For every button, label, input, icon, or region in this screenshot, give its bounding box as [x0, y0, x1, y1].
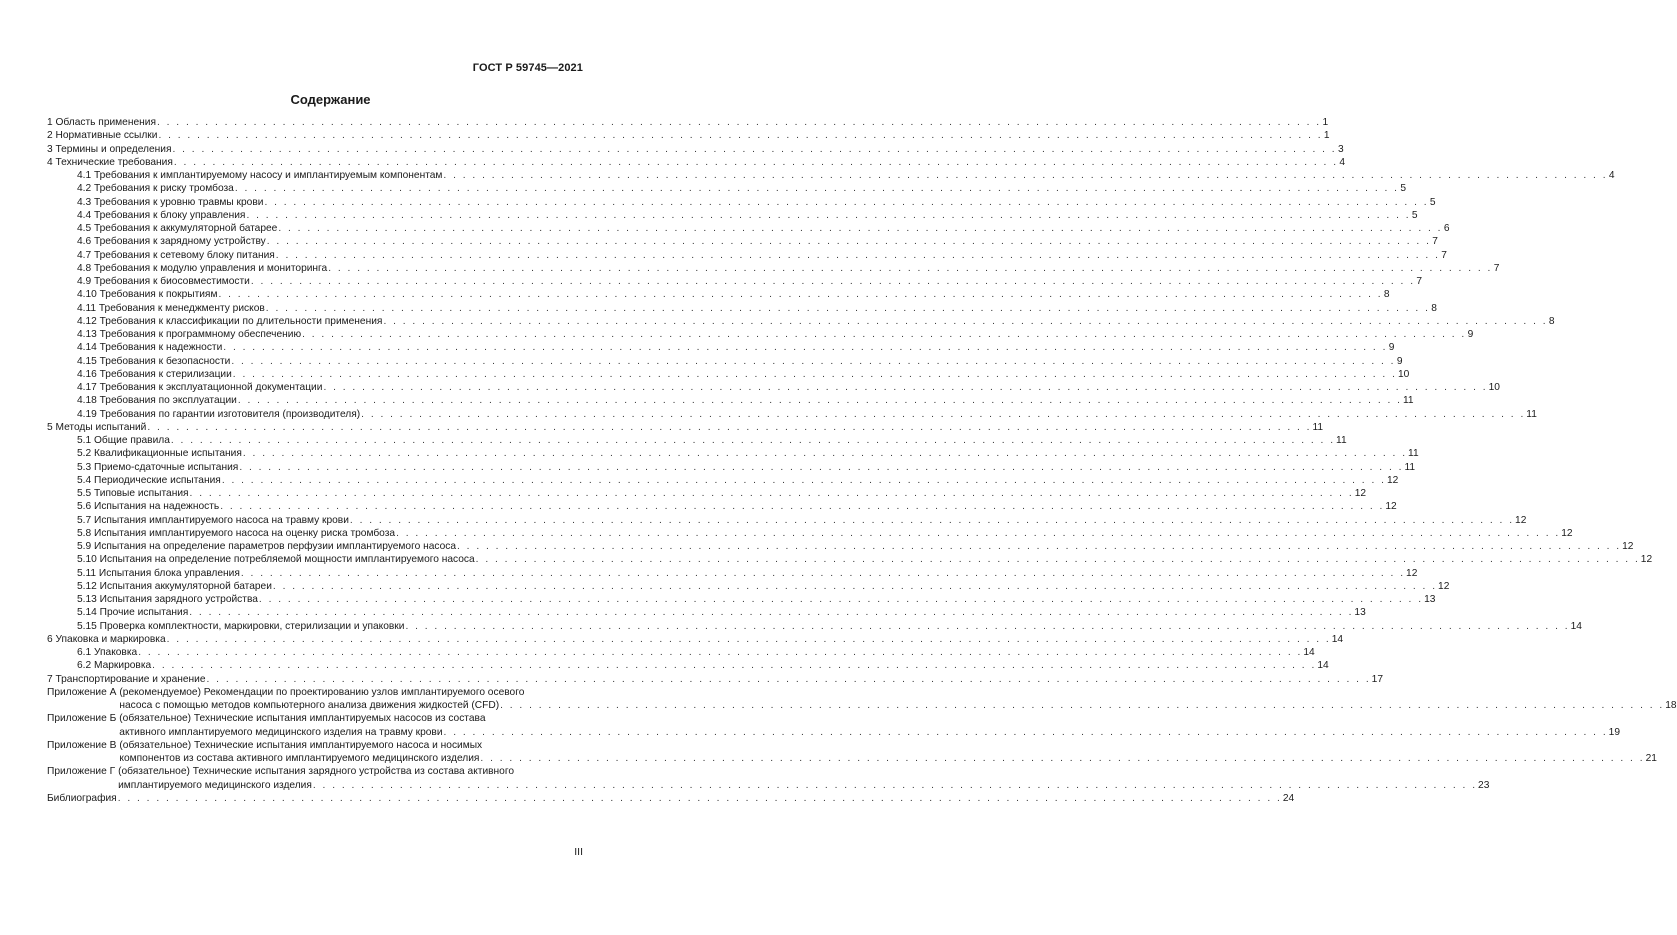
toc-title: Содержание	[290, 92, 371, 107]
dot-leader	[396, 527, 1560, 540]
toc-entry-title: 4.17 Требования к эксплуатационной документации	[77, 382, 323, 393]
toc-page-number: 11	[1312, 421, 1324, 433]
dot-leader	[171, 434, 1335, 447]
toc-entry[interactable]	[47, 315, 1555, 328]
toc-entry-title: 5 Методы испытаний	[47, 421, 147, 433]
toc-entry[interactable]	[47, 129, 1330, 142]
toc-entry-title: 5.15 Проверка комплектности, маркировки, стерилизации и упаковки	[77, 620, 405, 632]
dot-leader	[264, 196, 1428, 209]
toc-entry-title: 5.1 Общие правила	[77, 435, 170, 446]
toc-page-number: 8	[1548, 315, 1555, 327]
toc-entry[interactable]	[47, 235, 1438, 248]
dot-leader	[238, 394, 1402, 407]
dot-leader	[302, 328, 1466, 341]
toc-page-number: 12	[1515, 514, 1527, 526]
toc-entry-title: 5.13 Испытания зарядного устройства	[77, 594, 258, 605]
toc-page-number: 6	[1443, 223, 1450, 234]
dot-leader	[235, 182, 1399, 195]
dot-leader	[266, 302, 1430, 315]
dot-leader	[476, 553, 1640, 566]
toc-entry	[118, 779, 1489, 792]
toc-page-number: 3	[1337, 143, 1344, 155]
toc-entry-title: активного имплантируемого медицинского изделия на травму крови	[119, 726, 443, 738]
dot-leader	[480, 752, 1644, 765]
toc-page-number: 11	[1403, 395, 1414, 407]
toc-entry[interactable]	[47, 394, 1414, 407]
toc-page-number: 13	[1424, 594, 1436, 605]
appendix-entry[interactable]	[47, 739, 1657, 766]
dot-leader	[167, 633, 1331, 646]
toc-page-number: 12	[1622, 541, 1634, 552]
toc-page-number: 13	[1354, 607, 1366, 619]
dot-leader	[243, 447, 1407, 460]
toc-entry-title: 5.4 Периодические испытания	[77, 474, 221, 486]
toc-page-number: 4	[1339, 156, 1346, 168]
toc-entry-title: 5.10 Испытания на определение потребляемой мощности имплантируемого насоса	[77, 554, 475, 566]
dot-leader	[190, 487, 1354, 500]
toc-entry[interactable]	[47, 156, 1346, 169]
toc-entry[interactable]	[47, 620, 1582, 633]
dot-leader	[239, 461, 1403, 474]
appendix-title-line: (обязательное) Технические испытания зарядного устройства из состава активного	[118, 766, 515, 778]
dot-leader	[444, 726, 1608, 739]
dot-leader	[233, 368, 1397, 381]
toc-entry-title: 4.2 Требования к риску тромбоза	[77, 183, 234, 195]
page-number: III	[574, 846, 583, 858]
dot-leader	[222, 474, 1386, 487]
toc-entry[interactable]	[47, 500, 1397, 513]
toc-page-number: 12	[1438, 580, 1450, 592]
toc-entry-title: 6.2 Маркировка	[77, 660, 152, 672]
toc-entry[interactable]	[47, 249, 1447, 262]
toc-entry-title: 5.2 Квалификационные испытания	[77, 448, 242, 460]
dot-leader	[500, 699, 1664, 712]
toc-entry-title: 5.5 Типовые испытания	[77, 488, 189, 499]
toc-entry-title: 5.8 Испытания имплантируемого насоса на оценку риска тромбоза	[77, 527, 396, 539]
toc-entry-title: 2 Нормативные ссылки	[47, 130, 158, 142]
appendix-label: Приложение В	[47, 739, 117, 751]
toc-entry-title: 4.19 Требования по гарантии изготовителя (производителя)	[77, 408, 361, 420]
toc-page-number: 11	[1408, 448, 1419, 460]
toc-page-number: 8	[1431, 302, 1437, 314]
toc-page-number: 5	[1429, 196, 1436, 208]
toc-page-number: 11	[1526, 408, 1537, 420]
appendix-entry[interactable]	[47, 712, 1621, 739]
toc-page-number: 7	[1493, 262, 1500, 274]
dot-leader	[323, 381, 1487, 394]
dot-leader	[328, 262, 1492, 275]
dot-leader	[189, 606, 1353, 619]
appendix-entry[interactable]	[47, 686, 1677, 713]
dot-leader	[174, 156, 1338, 169]
toc-entry-title: 4.14 Требования к надежности	[77, 342, 223, 354]
toc-entry[interactable]	[47, 288, 1390, 301]
toc-entry[interactable]	[47, 447, 1419, 460]
dot-leader	[273, 580, 1437, 593]
toc-entry[interactable]	[47, 421, 1324, 434]
toc-page-number: 1	[1323, 130, 1330, 142]
toc-page-number: 12	[1354, 488, 1367, 499]
dot-leader	[278, 222, 1442, 235]
toc-page-number: 5	[1400, 183, 1406, 195]
appendix-title-line: (обязательное) Технические испытания имплантируемых насосов из состава	[119, 713, 486, 725]
toc-entry[interactable]	[47, 328, 1474, 341]
appendix-label: Приложение Г	[47, 766, 116, 778]
toc-entry-title: 4.15 Требования к безопасности	[77, 355, 231, 367]
toc-page-number: 5	[1411, 209, 1418, 221]
toc-entry[interactable]	[47, 341, 1395, 354]
toc-page-number: 1	[1322, 117, 1329, 128]
dot-leader	[138, 646, 1302, 659]
dot-leader	[147, 421, 1311, 434]
toc-entry-title: 4 Технические требования	[47, 156, 173, 168]
dot-leader	[218, 288, 1382, 301]
toc-entry	[119, 699, 1676, 712]
toc-entry-title: Библиография	[47, 792, 117, 804]
toc-entry-title: 4.1 Требования к имплантируемому насосу и имплантируемым компонентам	[77, 170, 443, 181]
toc-page-number: 12	[1386, 474, 1399, 486]
dot-leader	[457, 540, 1621, 553]
toc-entry[interactable]	[47, 633, 1344, 646]
appendix-title-line: (обязательное) Технические испытания имплантируемого насоса и носимых	[119, 739, 483, 751]
dot-leader	[172, 143, 1336, 156]
toc-entry[interactable]	[47, 487, 1367, 500]
dot-leader	[231, 355, 1395, 368]
toc-entry[interactable]	[47, 355, 1403, 368]
toc-entry-title: 7 Транспортирование и хранение	[47, 673, 206, 685]
dot-leader	[276, 249, 1440, 262]
toc-entry-title: 4.3 Требования к уровню травмы крови	[77, 196, 264, 208]
toc-entry-title: 4.6 Требования к зарядному устройству	[77, 236, 266, 248]
toc-entry-title: 6 Упаковка и маркировка	[47, 633, 166, 645]
dot-leader	[158, 129, 1322, 142]
dot-leader	[350, 514, 1514, 527]
dot-leader	[157, 116, 1321, 129]
dot-leader	[383, 315, 1547, 328]
toc-entry[interactable]	[47, 381, 1500, 394]
toc-page-number: 7	[1432, 236, 1438, 248]
toc-entry[interactable]	[47, 196, 1436, 209]
document-code: ГОСТ Р 59745—2021	[472, 62, 583, 74]
toc-entry-title: имплантируемого медицинского изделия	[118, 779, 312, 791]
toc-entry[interactable]	[47, 116, 1329, 129]
toc-entry[interactable]	[47, 593, 1436, 606]
toc-entry[interactable]	[47, 673, 1383, 686]
toc-page-number: 9	[1467, 329, 1474, 340]
toc-entry-title: 5.7 Испытания имплантируемого насоса на травму крови	[77, 514, 349, 526]
table-of-contents	[47, 116, 1677, 805]
dot-leader	[251, 275, 1415, 288]
toc-page-number: 8	[1383, 289, 1390, 301]
toc-entry[interactable]	[47, 461, 1416, 474]
toc-entry[interactable]	[47, 302, 1437, 315]
appendix-label: Приложение Б	[47, 713, 117, 725]
toc-entry-title: 1 Область применения	[47, 117, 156, 128]
toc-entry[interactable]	[47, 527, 1573, 540]
toc-page-number: 12	[1640, 554, 1653, 566]
appendix-title-line: (рекомендуемое) Рекомендации по проектированию узлов имплантируемого осевого	[119, 686, 525, 698]
toc-entry[interactable]	[47, 434, 1347, 447]
dot-leader	[443, 169, 1607, 182]
toc-entry[interactable]	[47, 606, 1366, 619]
toc-entry-title: 4.16 Требования к стерилизации	[77, 368, 232, 380]
toc-page-number: 14	[1570, 620, 1582, 632]
toc-page-number: 4	[1608, 170, 1615, 181]
toc-entry-title: 3 Термины и определения	[47, 143, 172, 155]
toc-entry-title: насоса с помощью методов компьютерного анализа движения жидкостей (CFD)	[119, 700, 500, 711]
toc-page-number: 18	[1665, 700, 1677, 711]
dot-leader	[152, 659, 1316, 672]
toc-entry-title: 4.13 Требования к программному обеспечению	[77, 329, 302, 340]
dot-leader	[246, 209, 1410, 222]
toc-entry-title: компонентов из состава активного имплантируемого медицинского изделия	[119, 753, 480, 764]
toc-page-number: 21	[1645, 753, 1657, 764]
toc-page-number: 10	[1488, 382, 1500, 393]
toc-entry[interactable]	[47, 474, 1399, 487]
toc-entry-title: 5.11 Испытания блока управления	[77, 567, 240, 579]
dot-leader	[361, 408, 1525, 421]
toc-entry-title: 4.18 Требования по эксплуатации	[77, 395, 237, 407]
toc-entry-title: 5.6 Испытания на надежность	[77, 501, 220, 513]
toc-entry[interactable]	[47, 143, 1344, 156]
toc-entry-title: 5.14 Прочие испытания	[77, 607, 189, 619]
appendix-entry[interactable]	[47, 765, 1490, 792]
toc-entry-title: 4.10 Требования к покрытиям	[77, 289, 218, 301]
toc-entry[interactable]	[47, 275, 1423, 288]
toc-page-number: 14	[1331, 633, 1344, 645]
toc-entry-title: 4.11 Требования к менеджменту рисков	[77, 302, 265, 314]
toc-page-number: 9	[1388, 342, 1395, 354]
toc-entry[interactable]	[47, 209, 1418, 222]
toc-page-number: 14	[1303, 647, 1315, 658]
toc-entry[interactable]	[47, 222, 1450, 235]
toc-entry[interactable]	[47, 792, 1295, 805]
toc-entry[interactable]	[47, 659, 1329, 672]
toc-entry-title: 5.3 Приемо-сдаточные испытания	[77, 461, 239, 473]
toc-entry-title: 4.9 Требования к биосовместимости	[77, 276, 250, 287]
dot-leader	[313, 779, 1477, 792]
toc-entry[interactable]	[47, 368, 1410, 381]
toc-entry[interactable]	[47, 262, 1500, 275]
dot-leader	[267, 235, 1431, 248]
dot-leader	[405, 620, 1569, 633]
toc-page-number: 11	[1404, 461, 1416, 473]
toc-entry	[119, 752, 1657, 765]
toc-page-number: 24	[1282, 792, 1295, 804]
toc-entry[interactable]	[47, 514, 1527, 527]
toc-page-number: 12	[1561, 527, 1573, 539]
toc-page-number: 14	[1317, 660, 1329, 672]
toc-entry[interactable]	[47, 182, 1406, 195]
toc-entry-title: 4.4 Требования к блоку управления	[77, 209, 246, 221]
toc-page-number: 11	[1336, 435, 1347, 446]
toc-entry-title: 4.8 Требования к модулю управления и мониторинга	[77, 262, 328, 274]
toc-entry-title: 6.1 Упаковка	[77, 647, 138, 658]
toc-entry-title: 4.12 Требования к классификации по длительности применения	[77, 315, 383, 327]
toc-entry[interactable]	[47, 646, 1315, 659]
toc-entry-title: 4.7 Требования к сетевому блоку питания	[77, 249, 275, 261]
dot-leader	[207, 673, 1371, 686]
toc-page-number: 7	[1416, 276, 1423, 287]
toc-entry	[119, 726, 1620, 739]
dot-leader	[118, 792, 1282, 805]
dot-leader	[220, 500, 1384, 513]
dot-leader	[259, 593, 1423, 606]
toc-page-number: 7	[1441, 249, 1447, 261]
toc-page-number: 23	[1478, 779, 1490, 791]
toc-page-number: 12	[1385, 501, 1397, 513]
toc-entry[interactable]	[47, 567, 1418, 580]
appendix-label: Приложение А	[47, 686, 117, 698]
toc-entry[interactable]	[47, 169, 1615, 182]
toc-entry-title: 5.12 Испытания аккумуляторной батареи	[77, 580, 272, 592]
toc-page-number: 19	[1608, 726, 1621, 738]
toc-page-number: 10	[1397, 368, 1410, 380]
toc-entry[interactable]	[47, 580, 1450, 593]
toc-entry-title: 4.5 Требования к аккумуляторной батарее	[77, 223, 278, 234]
toc-entry[interactable]	[47, 540, 1634, 553]
toc-entry-title: 5.9 Испытания на определение параметров перфузии имплантируемого насоса	[77, 541, 456, 552]
toc-page-number: 12	[1406, 567, 1418, 579]
dot-leader	[241, 567, 1405, 580]
dot-leader	[223, 341, 1387, 354]
toc-page-number: 9	[1396, 355, 1403, 367]
toc-entry[interactable]	[47, 553, 1653, 566]
toc-page-number: 17	[1371, 673, 1383, 685]
toc-entry[interactable]	[47, 408, 1537, 421]
